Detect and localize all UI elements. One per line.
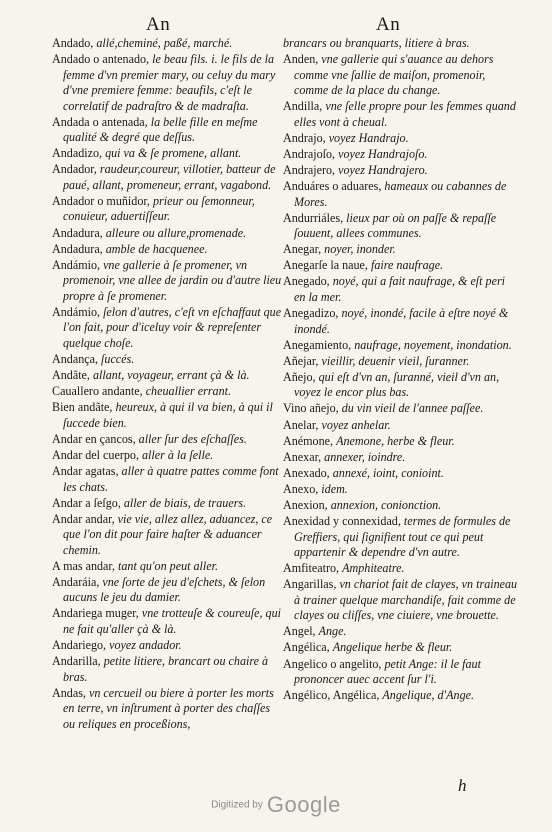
definition: annexé, ioint, conioint. (332, 465, 444, 480)
definition: aller à quatre pattes comme font les chats. (63, 464, 279, 494)
running-head-right: An (376, 14, 401, 35)
definition: aller ſur des eſchaſſes. (138, 431, 247, 446)
dictionary-entry (283, 370, 519, 401)
dictionary-entry (52, 194, 284, 225)
dictionary-entry (52, 305, 284, 352)
headword: Andador o muñidor, (52, 193, 153, 208)
definition: vne gallerie qui s'auance au dehors comme vne ſallie de maiſon, promenoir, comme de la place du change. (294, 52, 494, 98)
headword: Anegamiento, (283, 337, 355, 352)
dictionary-entry (52, 686, 284, 733)
headword: Andas, (52, 685, 89, 700)
definition: vn chariot fait de clayes, vn traineau à trainer quelque marchandiſe, fait comme de clayes ou cliſſes, vne ciuiere, vne brouette. (294, 577, 518, 623)
definition: vne trotteuſe & coureuſe, qui ne fait qu'aller çà & là. (63, 606, 282, 636)
dictionary-entry (52, 384, 284, 400)
dictionary-entry (52, 464, 284, 495)
definition: qui va & ſe promene, allant. (105, 146, 242, 161)
headword: Anexado, (283, 465, 333, 480)
headword: Andurriáles, (283, 210, 347, 225)
definition: Angelique herbe & fleur. (332, 640, 453, 655)
dictionary-entry (283, 577, 519, 624)
definition: idem. (321, 481, 348, 496)
definition: vne gallerie à ſe promener, vn promenoir, vne allee de jardin ou d'autre lieu propre à ſe promener. (63, 257, 282, 303)
headword: Anexidad y connexidad, (283, 514, 404, 529)
dictionary-entry (52, 432, 284, 448)
definition: allant, voyageur, errant çà & là. (92, 368, 250, 383)
headword: Anexar, (283, 449, 325, 464)
headword: Angel, (283, 624, 319, 639)
headword: Andança, (52, 351, 102, 366)
dictionary-entry (52, 115, 284, 146)
headword: Amfiteatro, (283, 561, 343, 576)
headword: Angelico o angelito, (283, 656, 385, 671)
definition: voyez Handrajero. (338, 162, 428, 177)
definition: Angelique, d'Ange. (382, 688, 475, 703)
definition: termes de formules de Greffiers, qui ſignifient tout ce qui peut appartenir & dependre d'vn autre. (294, 514, 511, 560)
headword: Andadura, (52, 241, 106, 256)
definition: lieux par où on paſſe & repaſſe ſouuent, allees communes. (294, 210, 497, 241)
dictionary-entry (283, 640, 519, 656)
definition: du vin vieil de l'annee paſſee. (341, 401, 484, 416)
headword: Andãte, (52, 368, 93, 383)
headword: Andado, (52, 36, 97, 50)
definition: noyer, inonder. (324, 242, 396, 257)
dictionary-entry (52, 52, 284, 114)
definition: petit Ange: il le faut prononcer auec accent ſur l'i. (294, 656, 481, 687)
headword: Anden, (283, 52, 322, 67)
headword: Añejar, (283, 353, 322, 368)
running-head-left: An (146, 14, 171, 35)
dictionary-entry (52, 638, 284, 654)
headword: Andaráia, (52, 574, 103, 589)
headword: Anegar, (283, 242, 325, 257)
headword: Anelar, (283, 417, 322, 432)
definition: ſelon d'autres, c'eſt vn eſchaffaut que l'on fait, pour d'iceluy voir & repreſenter quelque choſe. (63, 304, 282, 350)
headword: Andámio, (52, 304, 104, 319)
headword: Anexo, (283, 481, 322, 496)
left-column (52, 36, 284, 733)
headword: Andar del cuerpo, (52, 447, 142, 462)
definition: le beau fils. i. le fils de la femme d'vn premier mary, ou celuy du mary d'vne premiere femme: beaufils, c'eſt le correlatif de padraſtro & de madraſta. (63, 52, 276, 113)
definition: ſuccés. (101, 351, 135, 366)
dictionary-entry (283, 163, 519, 179)
headword: Bien andãte, (52, 400, 116, 415)
headword: Vino añejo, (283, 401, 342, 416)
headword: Andadura, (52, 225, 106, 240)
headword: Anexion, (283, 497, 331, 512)
dictionary-entry (283, 418, 519, 434)
headword: Andada o antenada, (52, 114, 151, 129)
dictionary-entry (283, 147, 519, 163)
dictionary-entry (52, 575, 284, 606)
headword: Andador, (52, 162, 100, 177)
definition: vie vie, allez allez, aduancez, ce que l'on dit pour faire haſter & aduancer chemin. (63, 511, 273, 557)
dictionary-entry (283, 434, 519, 450)
definition: tant qu'on peut aller. (118, 558, 219, 573)
definition: aller de biais, de trauers. (123, 495, 247, 510)
google-logo: Google (266, 792, 341, 817)
dictionary-entry (283, 274, 519, 305)
dictionary-entry (283, 338, 519, 354)
dictionary-entry (283, 52, 519, 99)
definition: prieur ou ſemonneur, conuieur, aduertiſſeur. (63, 193, 255, 224)
headword: Andar agatas, (52, 464, 122, 478)
dictionary-entry (52, 352, 284, 368)
dictionary-entry (283, 211, 519, 242)
dictionary-entry (52, 258, 284, 305)
headword: Andariega muger, (52, 606, 142, 621)
dictionary-entry (52, 242, 284, 258)
definition: la belle fille en meſme qualité & degré que deſſus. (63, 114, 258, 145)
dictionary-entry (283, 36, 519, 52)
definition: voyez Handrajo. (328, 130, 409, 145)
headword: Andar en çancos, (52, 431, 139, 446)
definition: aller à la ſelle. (142, 447, 214, 462)
dictionary-entry (52, 146, 284, 162)
definition: Anemone, herbe & fleur. (336, 433, 455, 448)
definition: vne ſorte de jeu d'eſchets, & ſelon aucuns le jeu du damier. (63, 574, 266, 605)
definition: petite litiere, brancart ou chaire à bras. (63, 654, 269, 684)
dictionary-entry (283, 482, 519, 498)
definition: Amphiteatre. (342, 561, 405, 576)
headword: Angélica, (283, 640, 333, 655)
signature-mark: h (458, 776, 467, 795)
dictionary-entry (283, 561, 519, 577)
definition: Ange. (318, 624, 347, 639)
definition: annexion, conionction. (330, 497, 442, 512)
dictionary-entry (283, 688, 519, 704)
headword: Angélico, Angélica, (283, 688, 383, 703)
definition: alleure ou allure,promenade. (105, 225, 247, 240)
headword: Andar a ſeſgo, (52, 495, 124, 510)
digitized-footer (0, 792, 552, 822)
definition: noyé, inondé, facile à eſtre noyé & inondé. (294, 306, 509, 336)
headword: Andrajo, (283, 130, 329, 145)
definition: raudeur,coureur, villotier, batteur de paué, allant, promeneur, errant, vagabond. (63, 162, 276, 192)
definition: noyé, qui a fait naufrage, & eſt peri en la mer. (294, 274, 506, 304)
dictionary-entry (283, 306, 519, 337)
definition: voyez anhelar. (321, 417, 391, 432)
headword: Anegado, (283, 274, 333, 289)
right-column (283, 36, 519, 704)
headword: Angarillas, (283, 577, 340, 592)
headword: Andadizo, (52, 146, 106, 161)
headword: Andar andar, (52, 511, 118, 526)
headword: A mas andar, (52, 558, 119, 573)
definition: heureux, à qui il va bien, à qui il ſuccede bien. (63, 400, 273, 430)
dictionary-entry (52, 400, 284, 431)
dictionary-entry (283, 242, 519, 258)
dictionary-entry (283, 624, 519, 640)
headword: Anegadizo, (283, 306, 342, 321)
dictionary-entry (52, 606, 284, 637)
dictionary-entry (52, 226, 284, 242)
definition: hameaux ou cabannes de Mores. (294, 179, 507, 209)
headword: Añejo, (283, 369, 319, 384)
definition: brancars ou branquarts, litiere à bras. (283, 36, 470, 50)
headword: Andarilla, (52, 654, 104, 669)
headword: Anémone, (283, 433, 337, 448)
dictionary-entry (283, 354, 519, 370)
dictionary-entry (52, 368, 284, 384)
headword: Andariego, (52, 638, 110, 653)
dictionary-entry (52, 36, 284, 52)
dictionary-entry (283, 450, 519, 466)
dictionary-entry (283, 99, 519, 130)
definition: allé,cheminé, paßé, marché. (96, 36, 233, 50)
headword: Andrajoſo, (283, 146, 339, 161)
headword: Andámio, (52, 257, 104, 272)
dictionary-entry (283, 179, 519, 210)
dictionary-entry (283, 514, 519, 561)
definition: vn cercueil ou biere à porter les morts en terre, vn inſtrument à porter des chaſſes ou reliques en proceßions, (63, 685, 274, 731)
headword: Andado o antenado, (52, 52, 153, 67)
dictionary-entry (283, 498, 519, 514)
dictionary-entry (52, 448, 284, 464)
dictionary-entry (283, 258, 519, 274)
dictionary-entry (283, 131, 519, 147)
headword: Anegarſe la naue, (283, 258, 371, 273)
definition: qui eſt d'vn an, ſuranné, vieil d'vn an, voyez le encor plus bas. (294, 369, 500, 400)
digitized-label: Digitized by (211, 799, 263, 811)
dictionary-entry (52, 512, 284, 559)
dictionary-entry (283, 401, 519, 417)
headword: Cauallero andante, (52, 384, 146, 399)
definition: amble de hacquenee. (105, 241, 208, 256)
dictionary-entry (52, 162, 284, 193)
definition: vieillir, deuenir vieil, ſuranner. (321, 353, 470, 368)
definition: naufrage, noyement, inondation. (354, 337, 512, 352)
definition: faire naufrage. (370, 258, 444, 273)
definition: cheuallier errant. (145, 384, 231, 399)
headword: Anduáres o aduares, (283, 179, 385, 194)
dictionary-entry (283, 657, 519, 688)
definition: vne ſelle propre pour les femmes quand elles vont à cheual. (294, 99, 516, 129)
dictionary-entry (52, 654, 284, 685)
dictionary-entry (52, 496, 284, 512)
headword: Andilla, (283, 99, 326, 114)
definition: voyez andador. (109, 638, 182, 653)
definition: voyez Handrajoſo. (338, 146, 428, 161)
dictionary-entry (283, 466, 519, 482)
dictionary-entry (52, 559, 284, 575)
headword: Andrajero, (283, 162, 339, 177)
definition: annexer, ioindre. (324, 449, 406, 464)
